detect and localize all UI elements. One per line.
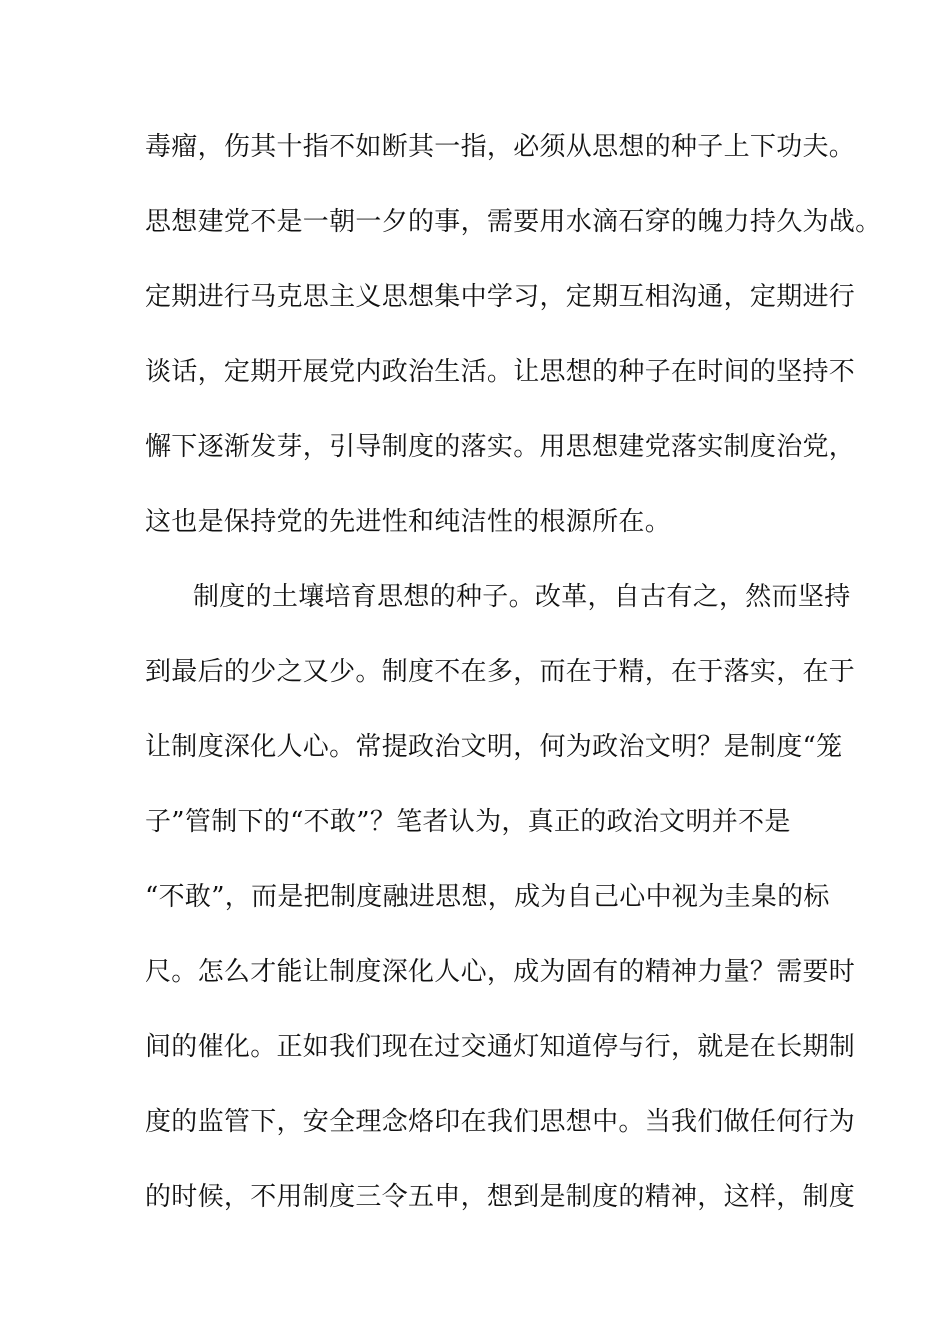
paragraph-start-line: 制度的土壤培育思想的种子。改革，自古有之，然而坚持 (193, 582, 851, 612)
document-body (145, 127, 882, 1252)
text-line: 谈话，定期开展党内政治生活。让思想的种子在时间的坚持不 (145, 357, 856, 387)
text-line: 这也是保持党的先进性和纯洁性的根源所在。 (145, 507, 672, 537)
text-line: 懈下逐渐发芽，引导制度的落实。用思想建党落实制度治党， (145, 432, 856, 462)
text-line: 定期进行马克思主义思想集中学习，定期互相沟通，定期进行 (145, 282, 856, 312)
text-line: 的时候，不用制度三令五申，想到是制度的精神，这样，制度 (145, 1182, 856, 1212)
text-line: “不敢”，而是把制度融进思想，成为自己心中视为圭臬的标 (145, 882, 830, 912)
text-line: 子”管制下的“不敢”？笔者认为，真正的政治文明并不是 (145, 807, 791, 837)
text-line: 毒瘤，伤其十指不如断其一指，必须从思想的种子上下功夫。 (145, 132, 856, 162)
text-line: 度的监管下，安全理念烙印在我们思想中。当我们做任何行为 (145, 1107, 856, 1137)
text-line: 思想建党不是一朝一夕的事，需要用水滴石穿的魄力持久为战。 (145, 207, 882, 237)
text-line: 间的催化。正如我们现在过交通灯知道停与行，就是在长期制 (145, 1032, 856, 1062)
text-line: 尺。怎么才能让制度深化人心，成为固有的精神力量？需要时 (145, 957, 856, 987)
text-line: 到最后的少之又少。制度不在多，而在于精，在于落实，在于 (145, 657, 856, 687)
text-line: 让制度深化人心。常提政治文明，何为政治文明？是制度“笼 (145, 732, 843, 762)
